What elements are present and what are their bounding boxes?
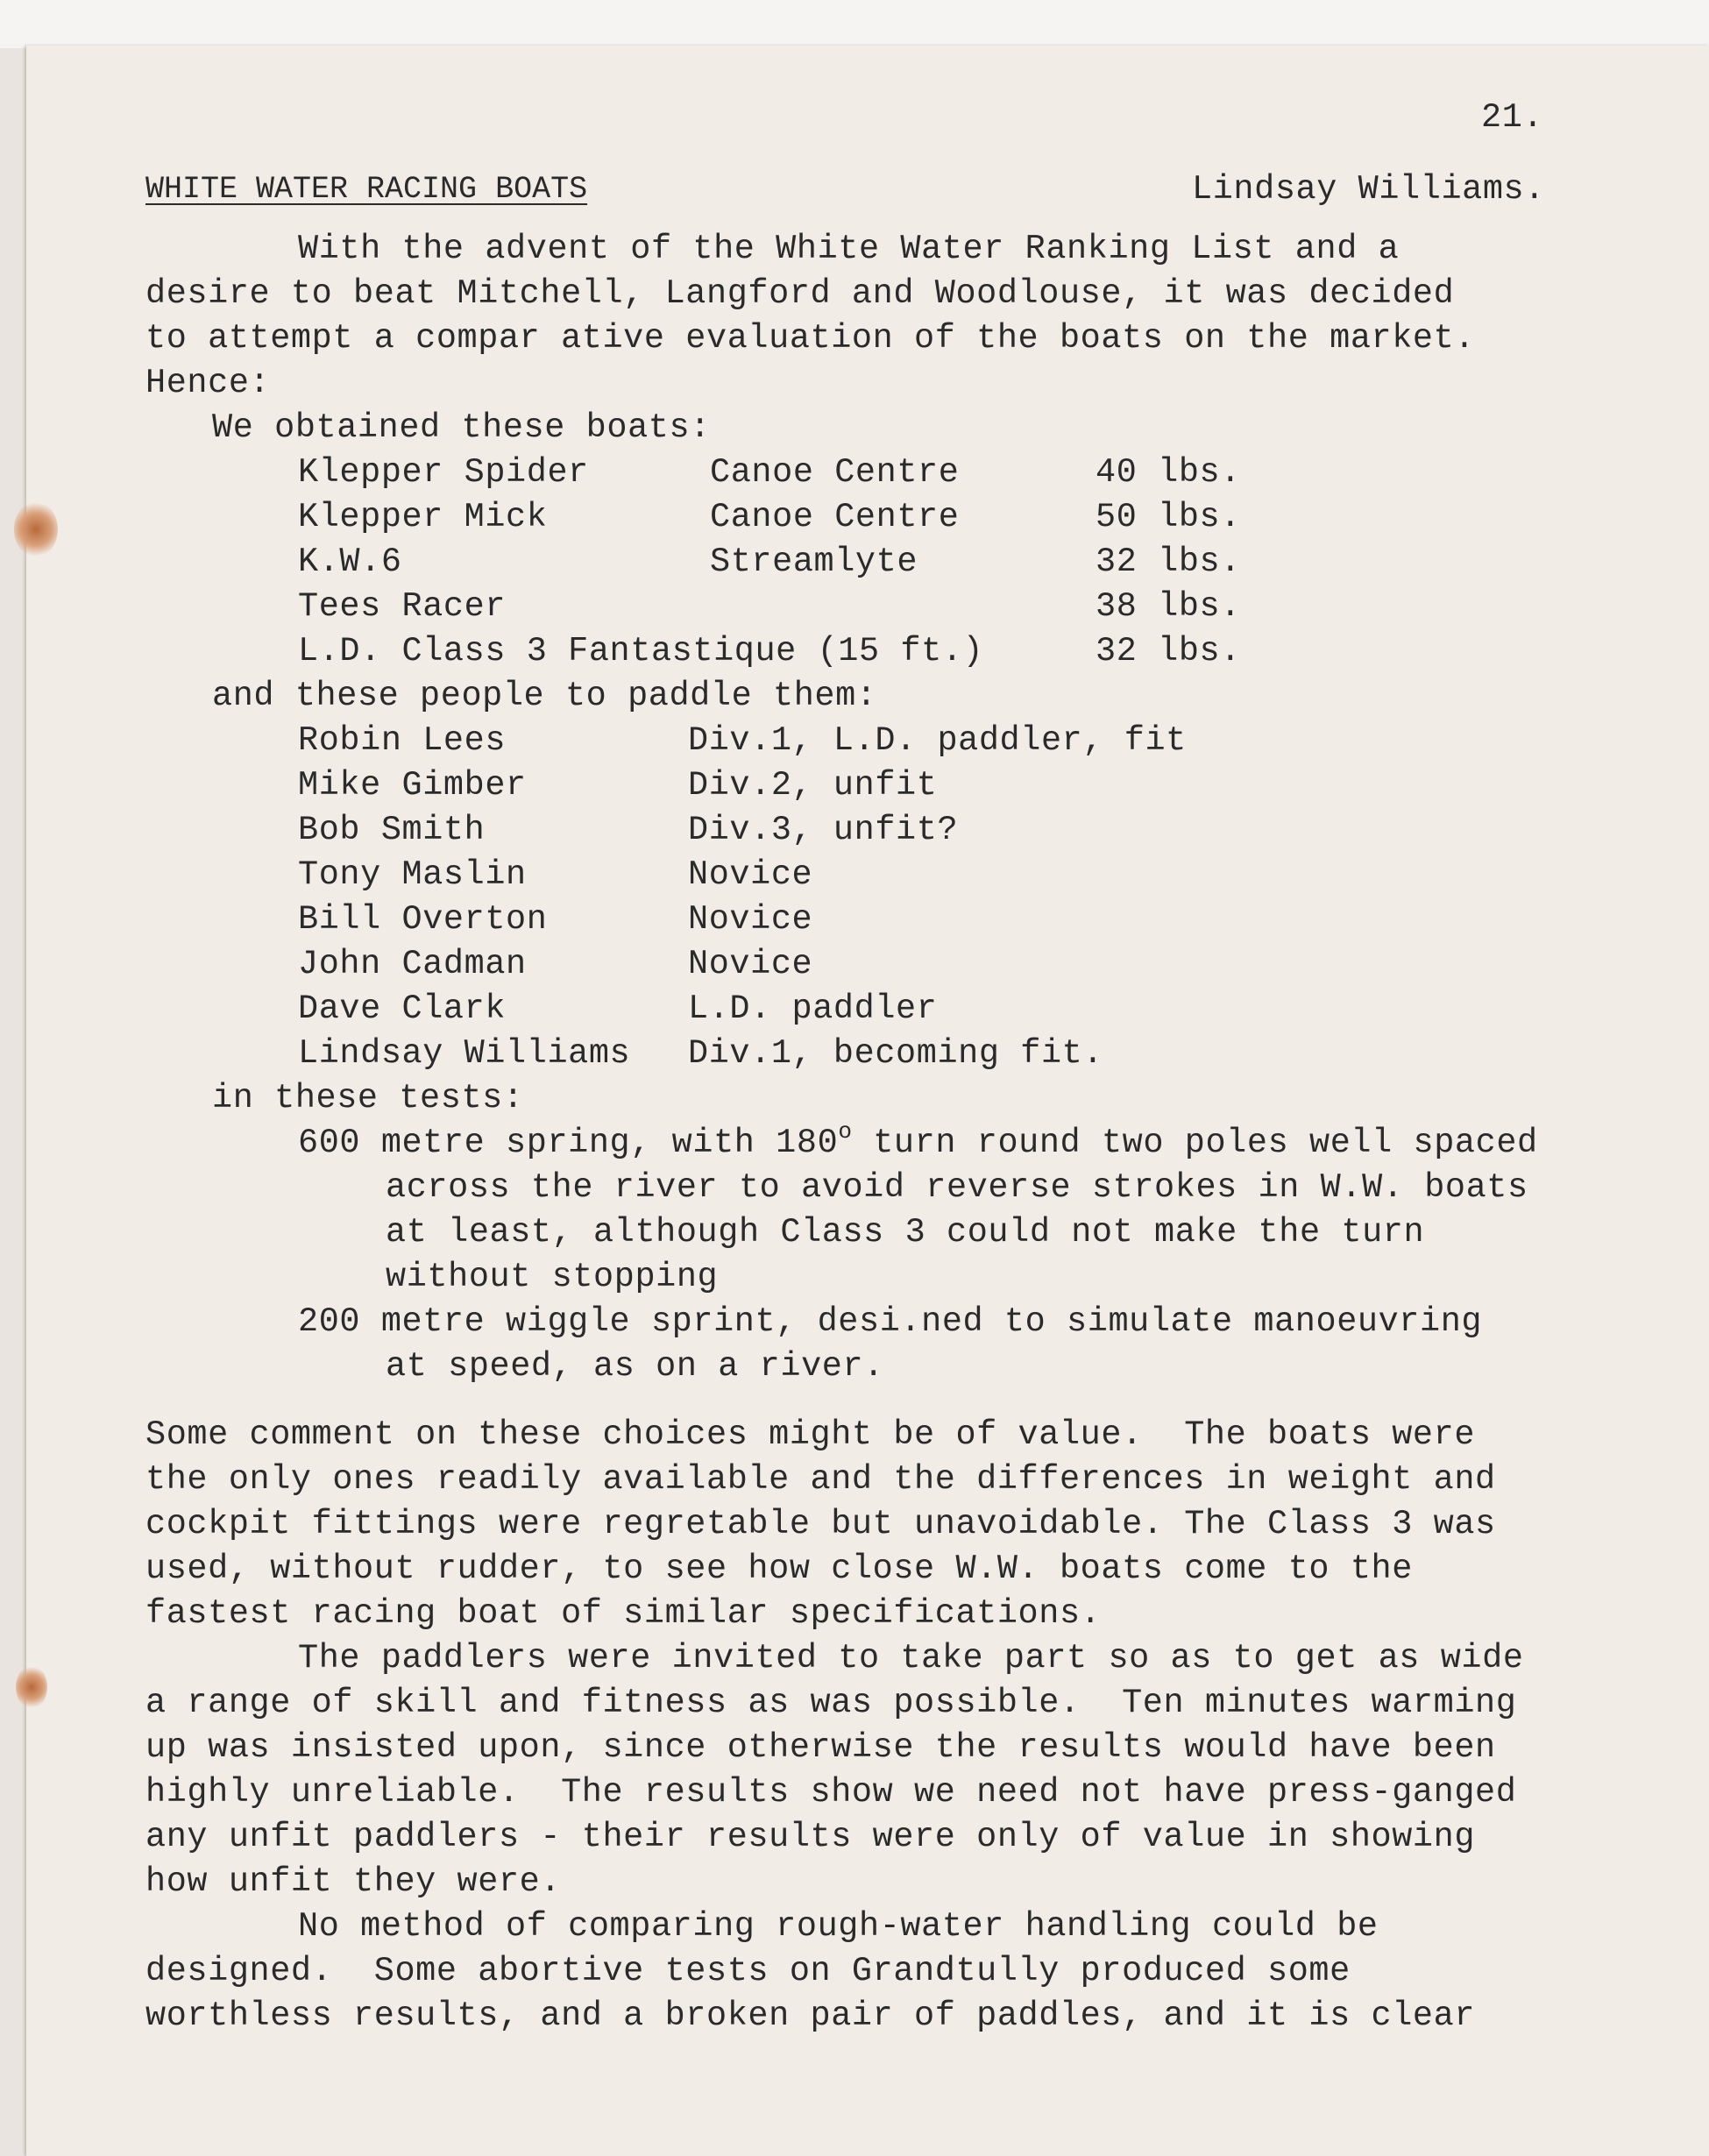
paddler-note: Div.3, unfit? bbox=[688, 811, 959, 849]
paddler-note: L.D. paddler bbox=[688, 989, 938, 1028]
document-page bbox=[26, 46, 1709, 2156]
paddler-name: Dave Clark bbox=[298, 989, 507, 1028]
paddler-note: Novice bbox=[688, 945, 813, 983]
boat-name: K.W.6 bbox=[298, 543, 402, 581]
para-2-line-1: The paddlers were invited to take part so as to get as wide bbox=[298, 1639, 1524, 1677]
para-1-line-2: the only ones readily available and the differences in weight and bbox=[145, 1460, 1496, 1499]
paddler-name: Tony Maslin bbox=[298, 855, 527, 894]
boat-name: Tees Racer bbox=[298, 587, 507, 626]
paddler-note: Novice bbox=[688, 900, 813, 939]
test-1-line-4: without stopping bbox=[386, 1258, 719, 1296]
para-3-line-3: worthless results, and a broken pair of paddles, and it is clear bbox=[145, 1996, 1476, 2035]
people-heading: and these people to paddle them: bbox=[212, 677, 877, 715]
para-2-line-5: any unfit paddlers - their results were only of value in showing bbox=[145, 1818, 1476, 1856]
tests-heading: in these tests: bbox=[212, 1079, 524, 1117]
author: Lindsay Williams. bbox=[1192, 170, 1545, 209]
boat-maker: Canoe Centre bbox=[710, 453, 960, 492]
intro-line-1: With the advent of the White Water Ranking List and a bbox=[298, 230, 1400, 268]
boat-weight: 40 lbs. bbox=[1096, 453, 1241, 492]
boat-name: Klepper Mick bbox=[298, 498, 548, 536]
para-2-line-3: up was insisted upon, since otherwise the results would have been bbox=[145, 1728, 1496, 1767]
para-1-line-5: fastest racing boat of similar specifications. bbox=[145, 1594, 1102, 1633]
para-1-line-3: cockpit fittings were regretable but unavoidable. The Class 3 was bbox=[145, 1505, 1496, 1543]
para-1-line-4: used, without rudder, to see how close W.W. boats come to the bbox=[145, 1550, 1413, 1588]
scan-top-margin bbox=[0, 0, 1709, 48]
page-number: 21. bbox=[1481, 98, 1544, 137]
punch-hole-top bbox=[14, 501, 58, 557]
boat-maker: Canoe Centre bbox=[710, 498, 960, 536]
paddler-note: Div.1, L.D. paddler, fit bbox=[688, 721, 1187, 760]
boat-weight: 32 lbs. bbox=[1096, 543, 1241, 581]
para-2-line-2: a range of skill and fitness as was possible. Ten minutes warming bbox=[145, 1684, 1517, 1722]
boat-name: L.D. Class 3 Fantastique (15 ft.) bbox=[298, 632, 984, 670]
boat-weight: 32 lbs. bbox=[1096, 632, 1241, 670]
test-2-line-1: 200 metre wiggle sprint, desi.ned to simulate manoeuvring bbox=[298, 1302, 1483, 1341]
paddler-note: Div.2, unfit bbox=[688, 766, 938, 805]
test-1-line-2: across the river to avoid reverse strokes in W.W. boats bbox=[386, 1168, 1528, 1207]
intro-line-2: desire to beat Mitchell, Langford and Woodlouse, it was decided bbox=[145, 274, 1455, 313]
boat-name: Klepper Spider bbox=[298, 453, 589, 492]
punch-hole-bottom bbox=[16, 1665, 47, 1709]
boats-heading: We obtained these boats: bbox=[212, 408, 711, 447]
test-1-line-1: 600 metre spring, with 180$^o$ turn round two poles well spaced bbox=[298, 1118, 1538, 1162]
paddler-name: Mike Gimber bbox=[298, 766, 527, 805]
boat-weight: 38 lbs. bbox=[1096, 587, 1241, 626]
intro-line-4: Hence: bbox=[145, 364, 271, 402]
para-2-line-4: highly unreliable. The results show we need not have press-ganged bbox=[145, 1773, 1517, 1812]
paddler-name: Bob Smith bbox=[298, 811, 486, 849]
para-1-line-1: Some comment on these choices might be of value. The boats were bbox=[145, 1415, 1476, 1454]
test-2-line-2: at speed, as on a river. bbox=[386, 1347, 884, 1386]
intro-line-3: to attempt a compar ative evaluation of the boats on the market. bbox=[145, 319, 1476, 358]
paddler-name: Lindsay Williams bbox=[298, 1034, 631, 1073]
paddler-name: Bill Overton bbox=[298, 900, 548, 939]
boat-weight: 50 lbs. bbox=[1096, 498, 1241, 536]
test-1-line-3: at least, although Class 3 could not make the turn bbox=[386, 1213, 1425, 1252]
para-3-line-2: designed. Some abortive tests on Grandtully produced some bbox=[145, 1952, 1351, 1990]
paddler-note: Novice bbox=[688, 855, 813, 894]
degree-sign: o bbox=[838, 1118, 853, 1145]
paddler-note: Div.1, becoming fit. bbox=[688, 1034, 1104, 1073]
para-3-line-1: No method of comparing rough-water handling could be bbox=[298, 1907, 1379, 1946]
page-title: WHITE WATER RACING BOATS bbox=[145, 172, 588, 207]
para-2-line-6: how unfit they were. bbox=[145, 1862, 562, 1901]
paddler-name: John Cadman bbox=[298, 945, 527, 983]
boat-maker: Streamlyte bbox=[710, 543, 918, 581]
paddler-name: Robin Lees bbox=[298, 721, 507, 760]
